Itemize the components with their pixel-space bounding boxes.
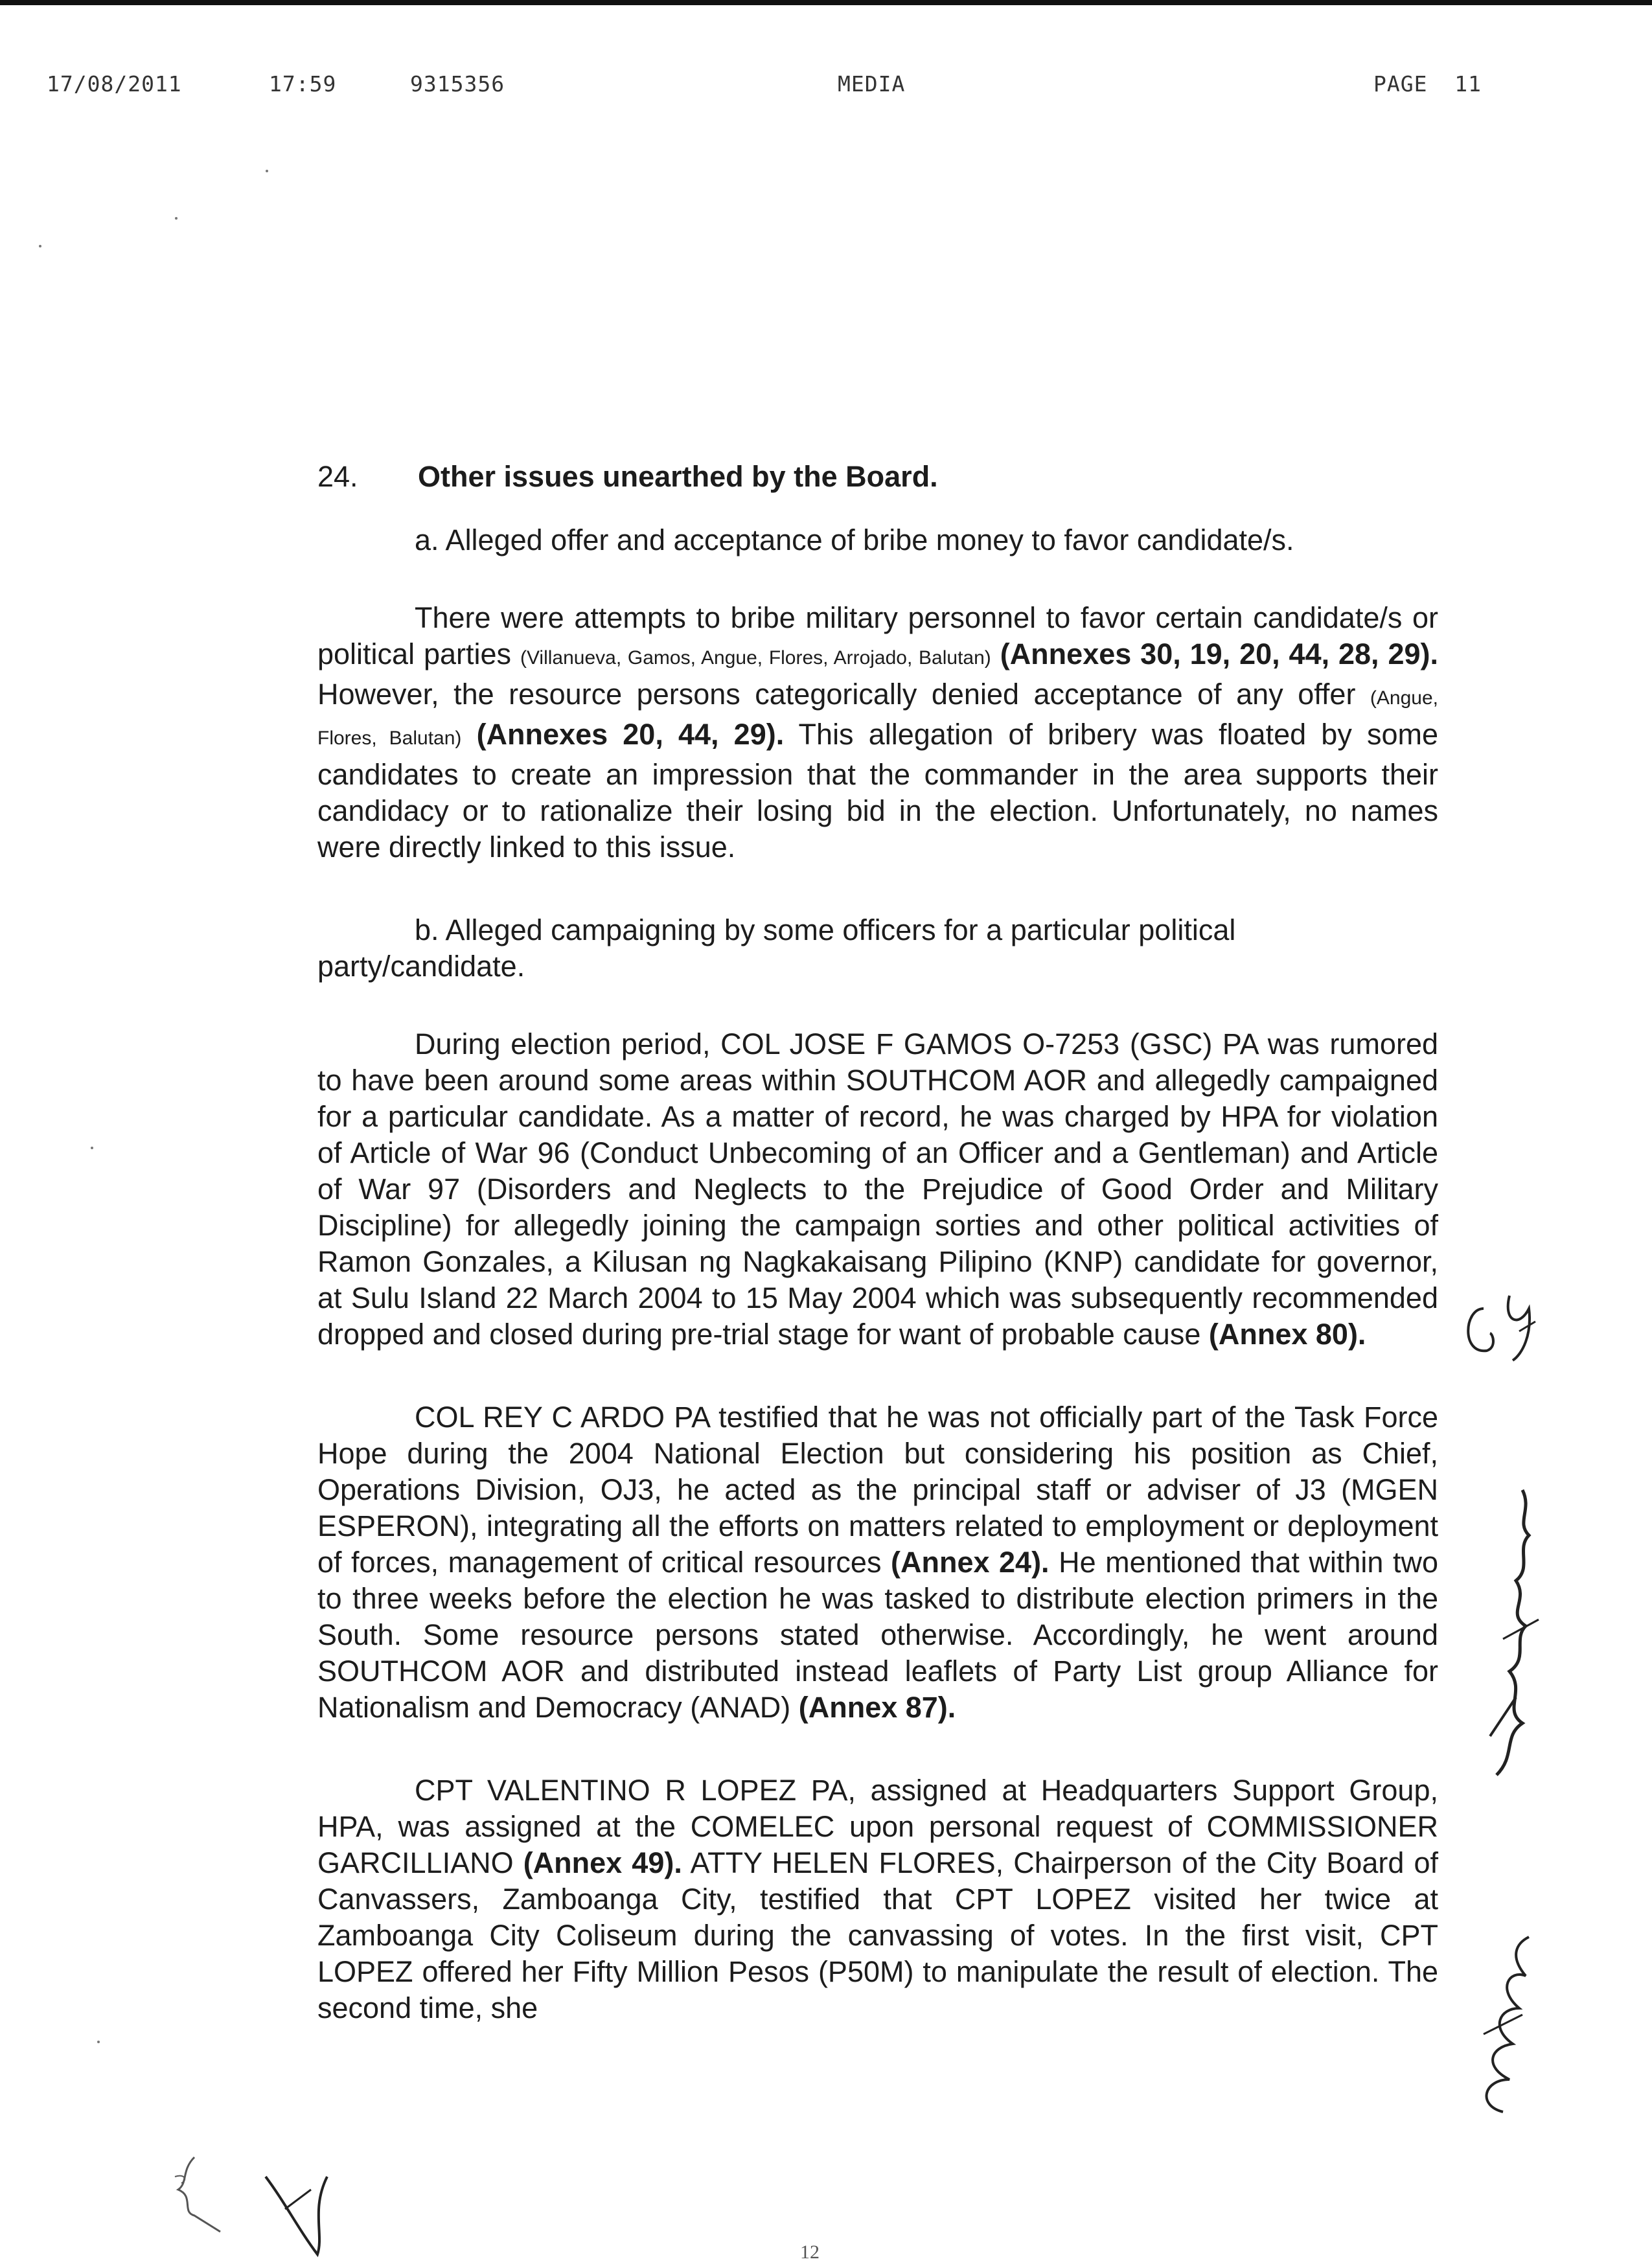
paragraph-bribery [317,600,1438,865]
section-number: 24. [317,460,358,493]
scan-speck [39,245,41,247]
annex-reference: (Annexes 20, 44, 29). [476,718,785,751]
fax-page-label: PAGE 11 [1373,71,1482,97]
scan-speck [175,217,178,220]
para-text: He mentioned that within two to three weeks before the election he was tasked to distribute election primers in the South. Some resource persons stated otherwise. Accordingly, he went around SOUTHCOM AOR and distributed instead leaflets of Party List group Alliance for Nationalism and Democracy (ANAD) [317,1546,1438,1724]
subsection-a-title: a. Alleged offer and acceptance of bribe money to favor candidate/s. [415,523,1294,556]
annex-reference: (Annex 80). [1208,1318,1366,1351]
fax-time: 17:59 [269,71,337,97]
paragraph-lopez [317,1772,1438,2026]
annex-reference: (Annex 24). [890,1546,1050,1579]
handwritten-signature [1464,1918,1542,2125]
fax-department: MEDIA [838,71,906,97]
annex-reference: (Annex 49). [523,1846,682,1879]
para-text: This allegation of bribery was floated by some candidates to create an impression that the commander in the area supports their candidacy or to rationalize their losing bid in the election. Unfortunately, no names were directly linked to this issue. [317,718,1438,864]
para-text: However, the resource persons categorically denied acceptance of any offer [317,678,1370,711]
names-reference: (Villanueva, Gamos, Angue, Flores, Arrojado, Balutan) [520,647,991,669]
para-text: There were attempts to bribe military personnel to favor certain candidate/s or political parties [317,601,1438,670]
scan-speck [97,2041,100,2043]
scan-speck [266,170,268,172]
handwritten-initials-left [155,2151,227,2235]
paragraph-gamos [317,1026,1438,1353]
section-heading [317,459,1438,495]
para-text: ATTY HELEN FLORES, Chairperson of the City Board of Canvassers, Zamboanga City, testified that CPT LOPEZ visited her twice at Zamboanga City Coliseum during the canvassing of votes. In the first visit, CPT LOPEZ offered her Fifty Million Pesos (P50M) to manipulate the result of election. The second time, she [317,1846,1438,2024]
paragraph-ardo [317,1399,1438,1726]
handwritten-check-mark [259,2164,337,2261]
fax-top-border [0,0,1652,5]
annex-reference: (Annex 87). [798,1691,956,1724]
para-text: CPT VALENTINO R LOPEZ PA, assigned at Headquarters Support Group, HPA, was assigned at the COMELEC upon personal request of COMMISSIONER GARCILLIANO [317,1774,1438,1879]
page-number: 12 [800,2241,820,2263]
document-body [317,459,1438,2073]
scan-speck [91,1147,93,1149]
para-text: During election period, COL JOSE F GAMOS O-7253 (GSC) PA was rumored to have been around some areas within SOUTHCOM AOR and allegedly campaigned for a particular candidate. As a matter of record, he was charged by HPA for violation of Article of War 96 (Conduct Unbecoming of an Officer and a Gentleman) and Article of War 97 (Disorders and Neglects to the Prejudice of Good Order and Military Discipline) for allegedly joining the campaign sorties and other political activities of Ramon Gonzales, a Kilusan ng Nagkakaisang Pilipino (KNP) candidate for governor, at Sulu Island 22 March 2004 to 15 May 2004 which was subsequently recommended dropped and closed during pre-trial stage for want of probable cause [317,1027,1438,1351]
para-text: COL REY C ARDO PA testified that he was not officially part of the Task Force Hope during the 2004 National Election but considering his position as Chief, Operations Division, OJ3, he acted as the principal staff or adviser of J3 (MGEN ESPERON), integrating all the efforts on matters related to employment or deployment of forces, management of critical resources [317,1401,1438,1579]
subsection-b-title: b. Alleged campaigning by some officers for a particular political party/candidate. [317,913,1236,983]
names-reference: (Angue, Flores, Balutan) [317,687,1438,749]
section-title: Other issues unearthed by the Board. [418,460,938,493]
handwritten-initials-signature [1458,1283,1542,1373]
handwritten-name-signature [1477,1477,1548,1781]
fax-transmission-header [0,71,1652,104]
annex-reference: (Annexes 30, 19, 20, 44, 28, 29). [1000,637,1438,670]
fax-date: 17/08/2011 [47,71,182,97]
fax-phone-number: 9315356 [410,71,505,97]
